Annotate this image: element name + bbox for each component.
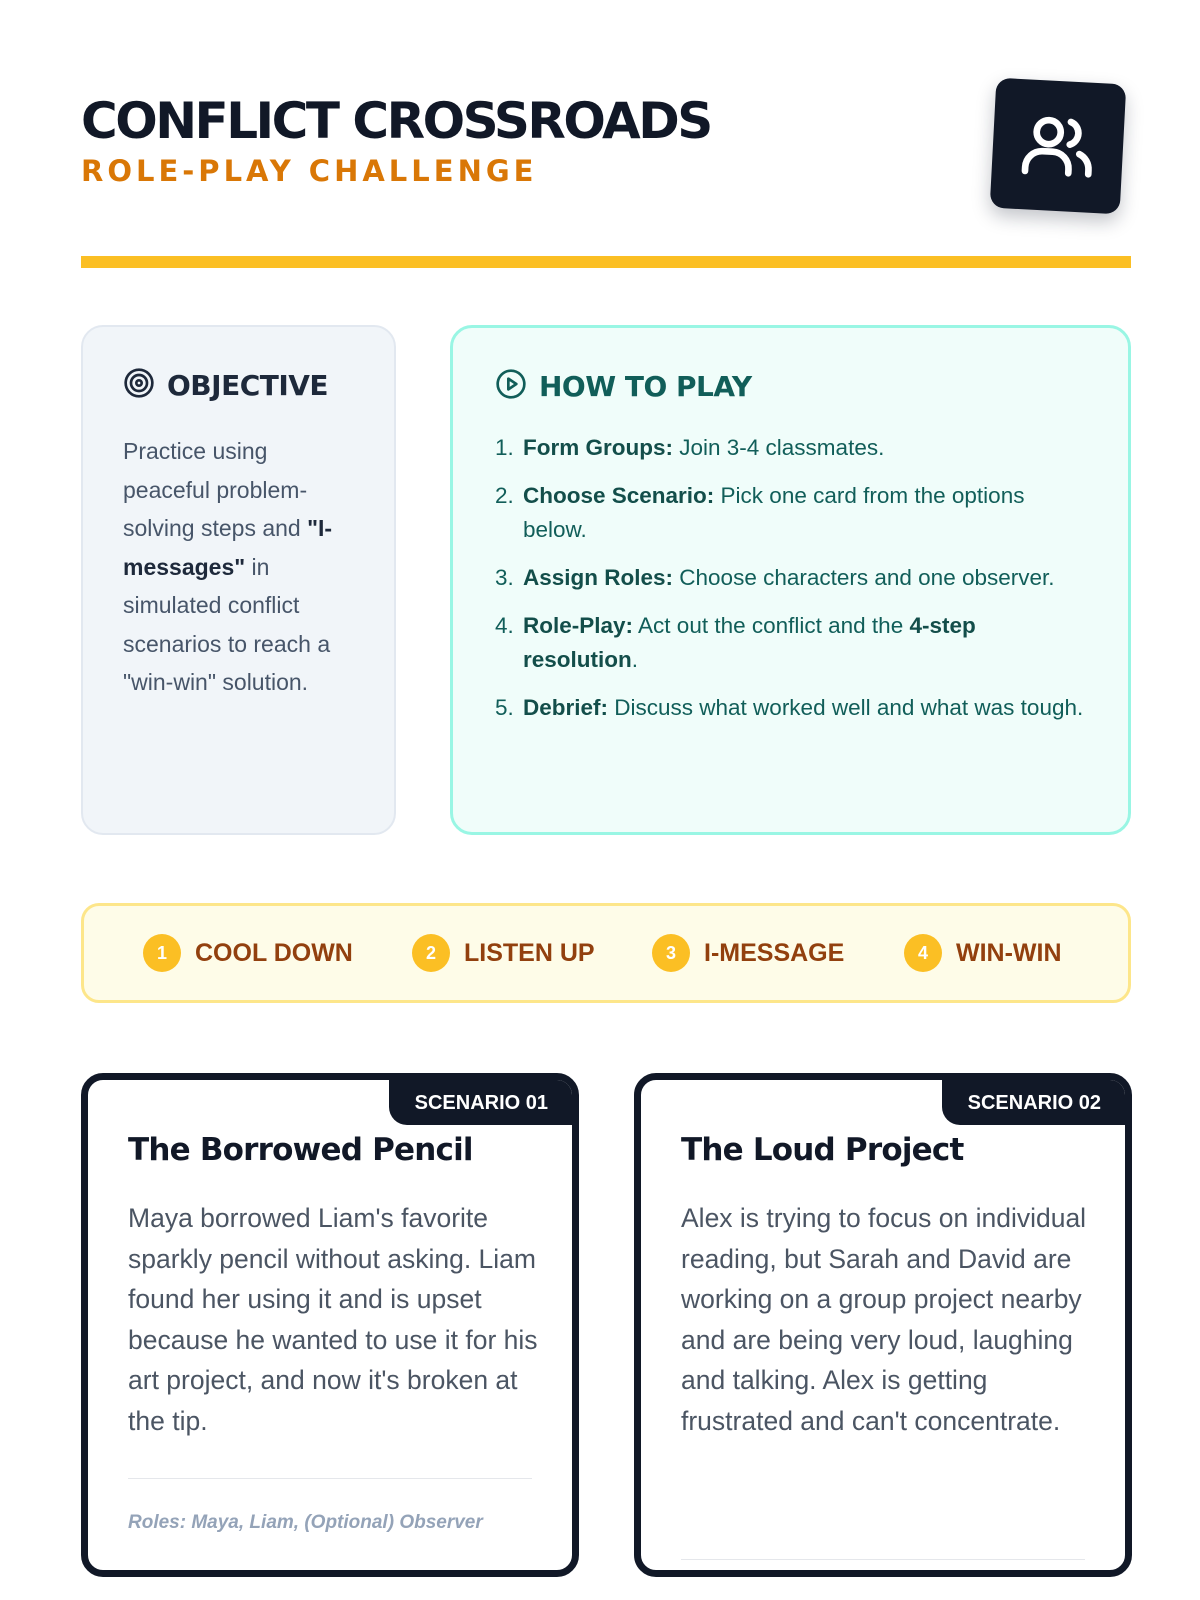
scenario-roles: Roles: Maya, Liam, (Optional) Observer	[128, 1512, 483, 1533]
scenario-card-02	[634, 1073, 1132, 1577]
step-item: 5. Debrief: Discuss what worked well and what was tough.	[495, 695, 1084, 720]
step-item: 2. Choose Scenario: Pick one card from the options below.	[495, 483, 1025, 542]
step-label: WIN-WIN	[956, 938, 1062, 967]
step-number-badge: 4	[904, 934, 942, 972]
how-to-play-header	[495, 368, 1086, 405]
scenario-tag: SCENARIO 01	[389, 1080, 572, 1125]
process-step-i-message	[652, 906, 844, 1000]
objective-card	[81, 325, 396, 835]
scenario-description: Maya borrowed Liam's favorite sparkly pencil without asking. Liam found her using it and is upset because he wanted to use it for his art project, and now it's broken at the tip.	[128, 1203, 538, 1436]
process-step-listen-up	[412, 906, 595, 1000]
objective-heading: OBJECTIVE	[167, 369, 329, 402]
step-number-badge: 3	[652, 934, 690, 972]
scenario-tag: SCENARIO 02	[942, 1080, 1125, 1125]
divider	[681, 1559, 1085, 1560]
objective-header	[123, 367, 354, 404]
step-item: 3. Assign Roles: Choose characters and one observer.	[495, 565, 1055, 590]
scenario-title: The Loud Project	[681, 1132, 964, 1168]
page-title: CONFLICT CROSSROADS	[81, 92, 711, 150]
divider	[128, 1478, 532, 1479]
target-icon	[123, 367, 155, 404]
step-item: 4. Role-Play: Act out the conflict and the 4-step resolution.	[495, 613, 976, 672]
scenario-description: Alex is trying to focus on individual reading, but Sarah and David are working on a group project nearby and are being very loud, laughing and talking. Alex is getting frustrated and can't concentrate.	[681, 1203, 1087, 1436]
page-subtitle: ROLE-PLAY CHALLENGE	[81, 154, 538, 188]
header	[81, 92, 1131, 188]
how-to-play-heading: HOW TO PLAY	[539, 370, 752, 403]
header-divider	[81, 256, 1131, 268]
step-label: LISTEN UP	[464, 938, 595, 967]
process-step-cool-down	[143, 906, 353, 1000]
resolution-steps-bar	[81, 903, 1131, 1003]
steps-list	[495, 431, 1086, 725]
scenario-title: The Borrowed Pencil	[128, 1132, 473, 1168]
step-label: COOL DOWN	[195, 938, 353, 967]
how-to-play-card	[450, 325, 1131, 835]
scenario-card-01	[81, 1073, 579, 1577]
play-circle-icon	[495, 368, 527, 405]
objective-text: Practice using peaceful problem-solving steps and "I-messages" in simulated conflict scenarios to reach a "win-win" solution.	[123, 438, 333, 695]
step-label: I-MESSAGE	[704, 938, 845, 967]
step-item: 1. Form Groups: Join 3-4 classmates.	[495, 435, 885, 460]
step-number-badge: 1	[143, 934, 181, 972]
step-number-badge: 2	[412, 934, 450, 972]
process-step-win-win	[904, 906, 1062, 1000]
users-icon	[990, 78, 1127, 215]
